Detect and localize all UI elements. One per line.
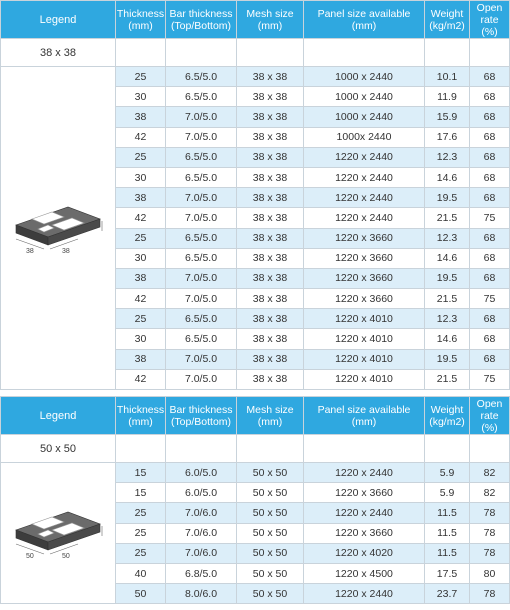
bar-thickness-cell: 7.0/5.0 <box>166 369 237 389</box>
weight-cell: 21.5 <box>425 208 470 228</box>
bar-thickness-cell: 6.0/5.0 <box>166 483 237 503</box>
open-rate-cell: 82 <box>470 483 510 503</box>
thickness-cell: 15 <box>116 463 166 483</box>
bar-thickness-cell: 7.0/5.0 <box>166 127 237 147</box>
open-rate-cell: 78 <box>470 543 510 563</box>
open-rate-cell: 75 <box>470 369 510 389</box>
weight-cell: 5.9 <box>425 463 470 483</box>
bar-thickness-cell: 6.5/5.0 <box>166 228 237 248</box>
panel-size-cell: 1000x 2440 <box>304 127 425 147</box>
bar-thickness-cell: 6.5/5.0 <box>166 87 237 107</box>
panel-size-cell: 1000 x 2440 <box>304 67 425 87</box>
panel-size-header: Panel size available (mm) <box>304 1 425 39</box>
legend-header: Legend <box>1 397 116 435</box>
bar-thickness-cell: 6.5/5.0 <box>166 329 237 349</box>
panel-size-cell: 1220 x 3660 <box>304 248 425 268</box>
thickness-header: Thickness (mm) <box>116 1 166 39</box>
open-rate-cell: 78 <box>470 584 510 604</box>
thickness-cell: 25 <box>116 147 166 167</box>
panel-size-cell: 1220 x 2440 <box>304 188 425 208</box>
weight-cell: 21.5 <box>425 289 470 309</box>
bar-thickness-cell: 6.5/5.0 <box>166 248 237 268</box>
weight-cell: 11.5 <box>425 523 470 543</box>
mesh-size-cell: 38 x 38 <box>237 369 304 389</box>
open-rate-cell: 68 <box>470 147 510 167</box>
thickness-cell: 30 <box>116 167 166 187</box>
panel-size-cell: 1220 x 4010 <box>304 369 425 389</box>
depth-label: 38 <box>62 247 70 255</box>
mesh-size-cell: 38 x 38 <box>237 167 304 187</box>
mesh-size-header: Mesh size (mm) <box>237 1 304 39</box>
weight-cell: 12.3 <box>425 147 470 167</box>
mesh-size-cell: 38 x 38 <box>237 329 304 349</box>
panel-size-cell: 1220 x 2440 <box>304 167 425 187</box>
open-rate-header: Open rate (%) <box>470 1 510 39</box>
panel-size-cell: 1220 x 4010 <box>304 349 425 369</box>
panel-size-cell: 1220 x 2440 <box>304 503 425 523</box>
bar-thickness-cell: 7.0/6.0 <box>166 503 237 523</box>
open-rate-cell: 68 <box>470 188 510 208</box>
open-rate-cell: 68 <box>470 248 510 268</box>
header-row <box>1 397 510 435</box>
open-rate-cell: 68 <box>470 329 510 349</box>
mesh-size-header: Mesh size (mm) <box>237 397 304 435</box>
thickness-cell: 42 <box>116 127 166 147</box>
weight-cell: 14.6 <box>425 248 470 268</box>
weight-cell: 23.7 <box>425 584 470 604</box>
bar-thickness-header: Bar thickness (Top/Bottom) <box>166 397 237 435</box>
mesh-size-cell: 50 x 50 <box>237 483 304 503</box>
bar-thickness-cell: 7.0/5.0 <box>166 349 237 369</box>
bar-thickness-cell: 7.0/5.0 <box>166 268 237 288</box>
mesh-size-cell: 38 x 38 <box>237 248 304 268</box>
thickness-cell: 25 <box>116 67 166 87</box>
mesh-size-cell: 50 x 50 <box>237 543 304 563</box>
thickness-cell: 25 <box>116 309 166 329</box>
open-rate-cell: 80 <box>470 563 510 583</box>
open-rate-cell: 75 <box>470 289 510 309</box>
panel-size-cell: 1220 x 2440 <box>304 463 425 483</box>
thickness-header: Thickness (mm) <box>116 397 166 435</box>
mesh-size-cell: 38 x 38 <box>237 188 304 208</box>
thickness-cell: 30 <box>116 87 166 107</box>
thickness-cell: 38 <box>116 107 166 127</box>
bar-thickness-cell: 7.0/6.0 <box>166 523 237 543</box>
mesh-size-cell: 50 x 50 <box>237 563 304 583</box>
panel-size-cell: 1220 x 4010 <box>304 329 425 349</box>
table-row <box>1 463 510 483</box>
thickness-cell: 42 <box>116 369 166 389</box>
weight-cell: 17.6 <box>425 127 470 147</box>
mesh-size-cell: 38 x 38 <box>237 349 304 369</box>
open-rate-cell: 68 <box>470 107 510 127</box>
bar-thickness-cell: 7.0/5.0 <box>166 188 237 208</box>
open-rate-cell: 68 <box>470 167 510 187</box>
weight-cell: 15.9 <box>425 107 470 127</box>
thickness-cell: 25 <box>116 543 166 563</box>
grating-illustration <box>8 187 108 267</box>
panel-size-cell: 1220 x 3660 <box>304 289 425 309</box>
open-rate-cell: 68 <box>470 87 510 107</box>
panel-size-cell: 1220 x 2440 <box>304 208 425 228</box>
thickness-cell: 42 <box>116 289 166 309</box>
panel-size-cell: 1220 x 4020 <box>304 543 425 563</box>
table-row <box>1 67 510 87</box>
mesh-size-cell: 38 x 38 <box>237 127 304 147</box>
thickness-cell: 38 <box>116 349 166 369</box>
mesh-size-cell: 50 x 50 <box>237 523 304 543</box>
bar-thickness-cell: 7.0/6.0 <box>166 543 237 563</box>
bar-thickness-cell: 6.8/5.0 <box>166 563 237 583</box>
thickness-cell: 15 <box>116 483 166 503</box>
thickness-cell: 42 <box>116 208 166 228</box>
weight-cell: 19.5 <box>425 268 470 288</box>
bar-thickness-cell: 6.5/5.0 <box>166 147 237 167</box>
open-rate-cell: 82 <box>470 463 510 483</box>
legend-row <box>1 39 510 67</box>
mesh-size-cell: 38 x 38 <box>237 228 304 248</box>
weight-cell: 19.5 <box>425 188 470 208</box>
thickness-cell: 25 <box>116 228 166 248</box>
panel-size-header: Panel size available (mm) <box>304 397 425 435</box>
width-label: 38 <box>26 247 34 255</box>
depth-label: 50 <box>62 552 70 560</box>
mesh-size-cell: 50 x 50 <box>237 584 304 604</box>
open-rate-cell: 78 <box>470 523 510 543</box>
panel-size-cell: 1220 x 3660 <box>304 268 425 288</box>
weight-cell: 14.6 <box>425 329 470 349</box>
legend-row <box>1 435 510 463</box>
mesh-size-cell: 38 x 38 <box>237 67 304 87</box>
weight-cell: 11.5 <box>425 503 470 523</box>
mesh-size-cell: 38 x 38 <box>237 289 304 309</box>
weight-cell: 12.3 <box>425 309 470 329</box>
panel-size-cell: 1000 x 2440 <box>304 107 425 127</box>
weight-cell: 5.9 <box>425 483 470 503</box>
thickness-cell: 25 <box>116 523 166 543</box>
thickness-cell: 50 <box>116 584 166 604</box>
grating-table-50 <box>0 396 510 604</box>
weight-cell: 11.9 <box>425 87 470 107</box>
thickness-cell: 30 <box>116 248 166 268</box>
bar-thickness-cell: 6.5/5.0 <box>166 309 237 329</box>
weight-cell: 14.6 <box>425 167 470 187</box>
open-rate-cell: 68 <box>470 228 510 248</box>
open-rate-cell: 68 <box>470 127 510 147</box>
mesh-size-cell: 50 x 50 <box>237 503 304 523</box>
weight-header: Weight (kg/m2) <box>425 1 470 39</box>
panel-size-cell: 1220 x 3660 <box>304 483 425 503</box>
weight-cell: 12.3 <box>425 228 470 248</box>
mesh-size-cell: 50 x 50 <box>237 463 304 483</box>
mesh-size-cell: 38 x 38 <box>237 147 304 167</box>
legend-label: 50 x 50 <box>1 435 116 463</box>
open-rate-cell: 68 <box>470 349 510 369</box>
thickness-cell: 40 <box>116 563 166 583</box>
panel-size-cell: 1220 x 3660 <box>304 523 425 543</box>
panel-size-cell: 1220 x 3660 <box>304 228 425 248</box>
bar-thickness-cell: 6.0/5.0 <box>166 463 237 483</box>
open-rate-cell: 68 <box>470 67 510 87</box>
thickness-cell: 38 <box>116 268 166 288</box>
thickness-cell: 30 <box>116 329 166 349</box>
open-rate-cell: 68 <box>470 268 510 288</box>
bar-thickness-cell: 6.5/5.0 <box>166 167 237 187</box>
open-rate-header: Open rate (%) <box>470 397 510 435</box>
weight-cell: 10.1 <box>425 67 470 87</box>
mesh-size-cell: 38 x 38 <box>237 208 304 228</box>
bar-thickness-cell: 7.0/5.0 <box>166 107 237 127</box>
weight-cell: 21.5 <box>425 369 470 389</box>
bar-thickness-cell: 6.5/5.0 <box>166 67 237 87</box>
panel-size-cell: 1220 x 2440 <box>304 147 425 167</box>
grating-image-cell <box>1 67 116 390</box>
mesh-size-cell: 38 x 38 <box>237 268 304 288</box>
bar-thickness-cell: 7.0/5.0 <box>166 289 237 309</box>
panel-size-cell: 1220 x 4010 <box>304 309 425 329</box>
thickness-cell: 25 <box>116 503 166 523</box>
weight-cell: 11.5 <box>425 543 470 563</box>
weight-header: Weight (kg/m2) <box>425 397 470 435</box>
header-row <box>1 1 510 39</box>
open-rate-cell: 68 <box>470 309 510 329</box>
thickness-cell: 38 <box>116 188 166 208</box>
open-rate-cell: 78 <box>470 503 510 523</box>
mesh-size-cell: 38 x 38 <box>237 309 304 329</box>
legend-header: Legend <box>1 1 116 39</box>
grating-illustration <box>8 492 108 572</box>
width-label: 50 <box>26 552 34 560</box>
bar-thickness-cell: 7.0/5.0 <box>166 208 237 228</box>
mesh-size-cell: 38 x 38 <box>237 87 304 107</box>
open-rate-cell: 75 <box>470 208 510 228</box>
bar-thickness-header: Bar thickness (Top/Bottom) <box>166 1 237 39</box>
panel-size-cell: 1000 x 2440 <box>304 87 425 107</box>
mesh-size-cell: 38 x 38 <box>237 107 304 127</box>
legend-label: 38 x 38 <box>1 39 116 67</box>
panel-size-cell: 1220 x 2440 <box>304 584 425 604</box>
weight-cell: 17.5 <box>425 563 470 583</box>
grating-image-cell <box>1 463 116 604</box>
weight-cell: 19.5 <box>425 349 470 369</box>
panel-size-cell: 1220 x 4500 <box>304 563 425 583</box>
bar-thickness-cell: 8.0/6.0 <box>166 584 237 604</box>
